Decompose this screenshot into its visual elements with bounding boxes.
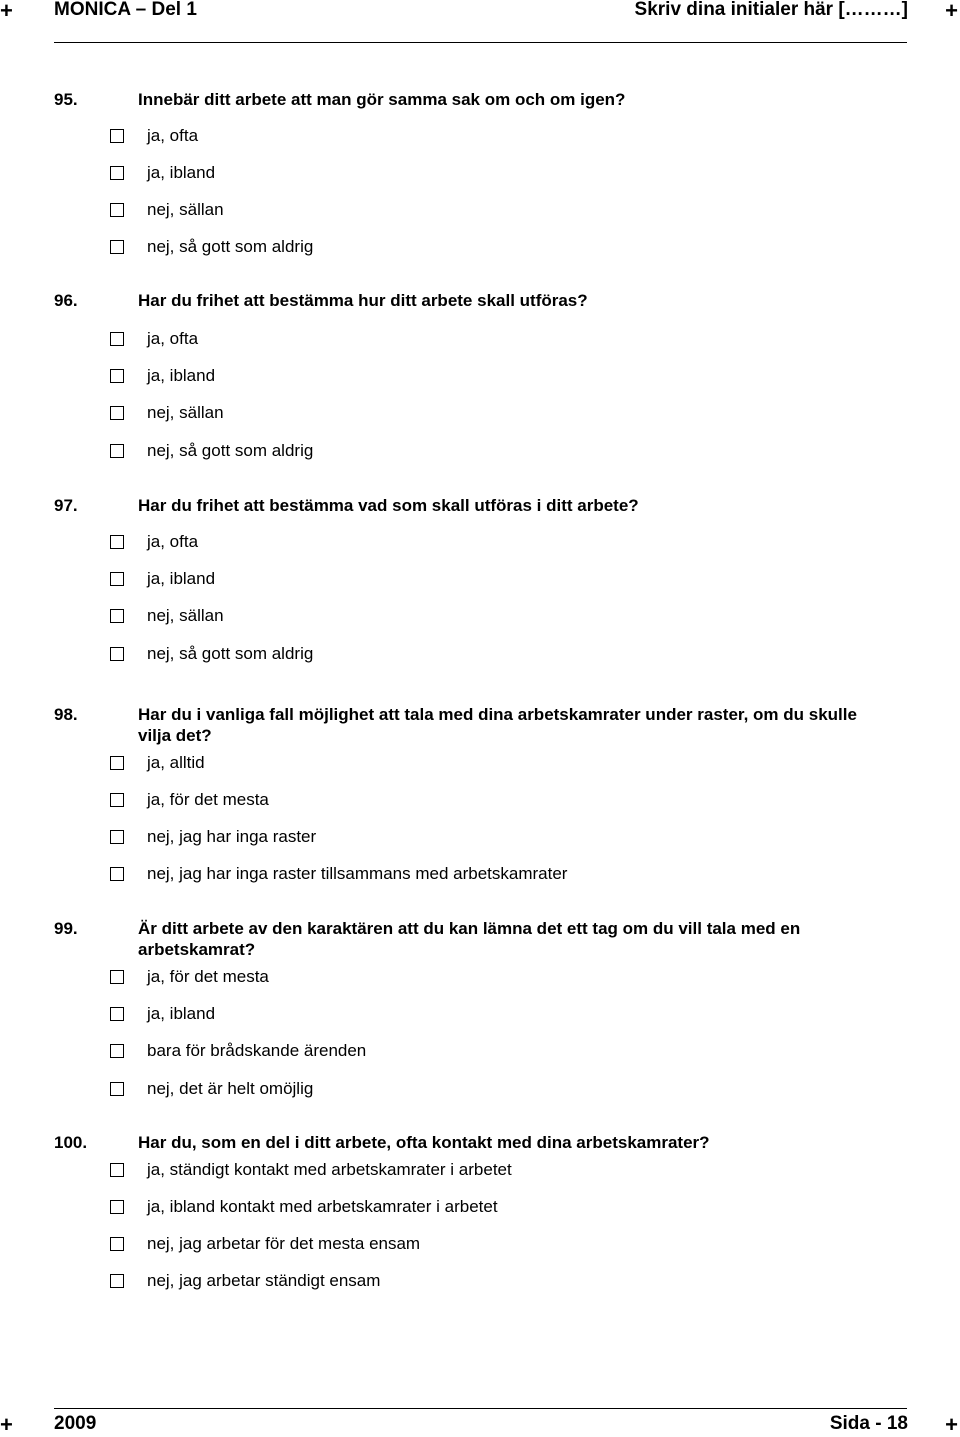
checkbox[interactable]	[110, 203, 124, 217]
question-97	[54, 495, 874, 517]
checkbox[interactable]	[110, 406, 124, 420]
question-number: 100.	[54, 1133, 88, 1152]
checkbox[interactable]	[110, 444, 124, 458]
checkbox[interactable]	[110, 1082, 124, 1096]
option-label: ja, alltid	[147, 753, 205, 772]
question-text: Har du, som en del i ditt arbete, ofta kontakt med dina arbetskamrater?	[138, 1133, 710, 1152]
option-label: ja, ständigt kontakt med arbetskamrater i arbetet	[147, 1160, 512, 1179]
option-label: nej, sällan	[147, 403, 224, 422]
option-label: ja, ibland	[147, 1004, 216, 1023]
page-header	[0, 0, 960, 22]
checkbox[interactable]	[110, 1237, 124, 1251]
option-label: nej, sällan	[147, 200, 224, 219]
checkbox[interactable]	[110, 867, 124, 881]
option-label: nej, det är helt omöjlig	[147, 1079, 314, 1098]
option-label: nej, så gott som aldrig	[147, 644, 314, 663]
question-100	[54, 1132, 874, 1154]
question-95	[54, 89, 874, 111]
question-number: 97.	[54, 496, 78, 515]
checkbox[interactable]	[110, 240, 124, 254]
document-title: MONICA – Del 1	[54, 0, 197, 20]
option-label: ja, för det mesta	[147, 790, 269, 809]
option-label: ja, ibland	[147, 569, 216, 588]
checkbox[interactable]	[110, 793, 124, 807]
checkbox[interactable]	[110, 609, 124, 623]
checkbox[interactable]	[110, 830, 124, 844]
option-label: nej, sällan	[147, 606, 224, 625]
option-label: nej, så gott som aldrig	[147, 441, 314, 460]
question-text: Har du i vanliga fall möjlighet att tala med dina arbetskamrater under raster, om du skulle vilja det?	[138, 705, 857, 745]
footer-rule	[54, 1408, 907, 1409]
checkbox[interactable]	[110, 572, 124, 586]
initials-prompt: Skriv dina initialer här [………]	[634, 0, 908, 20]
checkbox[interactable]	[110, 129, 124, 143]
checkbox[interactable]	[110, 369, 124, 383]
option-label: ja, ibland kontakt med arbetskamrater i arbetet	[147, 1197, 498, 1216]
option-label: ja, för det mesta	[147, 967, 269, 986]
question-number: 95.	[54, 90, 78, 109]
question-96	[54, 290, 874, 312]
checkbox[interactable]	[110, 535, 124, 549]
checkbox[interactable]	[110, 1044, 124, 1058]
question-text: Har du frihet att bestämma hur ditt arbete skall utföras?	[138, 291, 588, 310]
footer-year: 2009	[54, 1413, 97, 1434]
option-label: ja, ofta	[147, 329, 199, 348]
question-99	[54, 918, 874, 962]
checkbox[interactable]	[110, 332, 124, 346]
checkbox[interactable]	[110, 1163, 124, 1177]
question-text: Har du frihet att bestämma vad som skall utföras i ditt arbete?	[138, 496, 639, 515]
question-text: Är ditt arbete av den karaktären att du kan lämna det ett tag om du vill tala med en arbetskamrat?	[138, 919, 801, 959]
option-label: nej, jag arbetar ständigt ensam	[147, 1271, 381, 1290]
header-rule	[54, 42, 907, 43]
question-number: 96.	[54, 291, 78, 310]
checkbox[interactable]	[110, 647, 124, 661]
option-label: ja, ibland	[147, 163, 216, 182]
checkbox[interactable]	[110, 756, 124, 770]
option-label: nej, jag arbetar för det mesta ensam	[147, 1234, 421, 1253]
option-label: bara för brådskande ärenden	[147, 1041, 367, 1060]
option-label: ja, ofta	[147, 532, 199, 551]
page-number: Sida - 18	[829, 1413, 908, 1434]
checkbox[interactable]	[110, 1274, 124, 1288]
crop-mark-top-left: +	[0, 0, 13, 23]
checkbox[interactable]	[110, 970, 124, 984]
checkbox[interactable]	[110, 1200, 124, 1214]
question-number: 98.	[54, 705, 78, 724]
question-text: Innebär ditt arbete att man gör samma sak om och om igen?	[138, 90, 626, 109]
crop-mark-bottom-left: +	[0, 1412, 13, 1437]
option-label: nej, så gott som aldrig	[147, 237, 314, 256]
crop-mark-bottom-right: +	[945, 1412, 958, 1437]
option-label: ja, ibland	[147, 366, 216, 385]
crop-mark-top-right: +	[945, 0, 958, 23]
checkbox[interactable]	[110, 166, 124, 180]
option-label: ja, ofta	[147, 126, 199, 145]
question-98	[54, 704, 874, 748]
checkbox[interactable]	[110, 1007, 124, 1021]
option-label: nej, jag har inga raster tillsammans med arbetskamrater	[147, 864, 568, 883]
question-number: 99.	[54, 919, 78, 938]
option-label: nej, jag har inga raster	[147, 827, 317, 846]
